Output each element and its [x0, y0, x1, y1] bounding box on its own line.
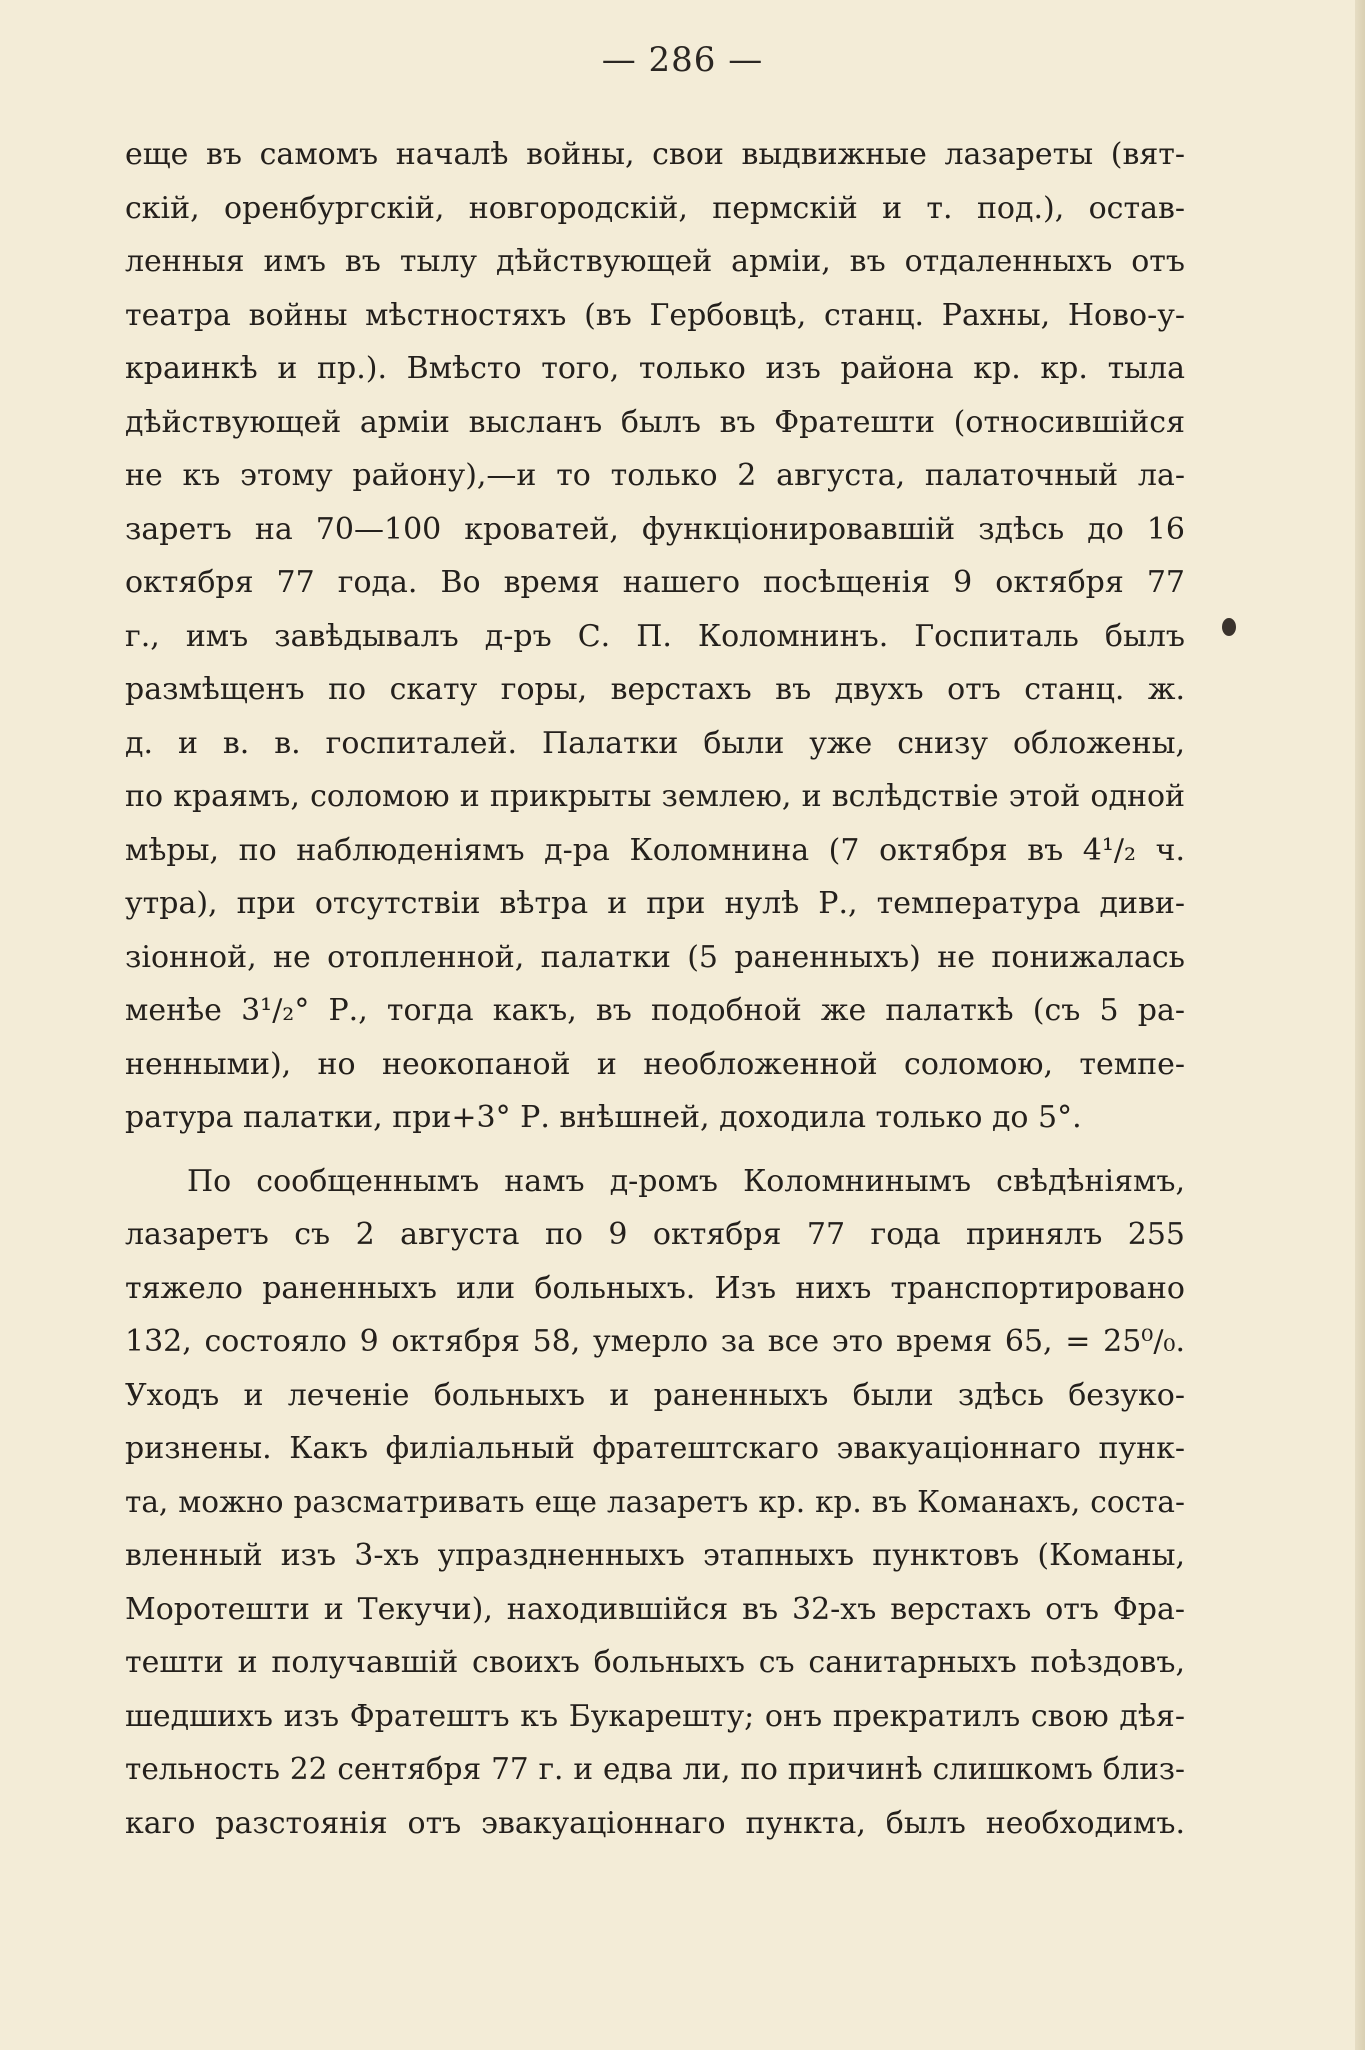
page-edge [1355, 0, 1365, 2050]
text-line: октября 77 года. Во время нашего посѣщенія 9 октября 77 [125, 565, 1185, 600]
text-line: тяжело раненныхъ или больныхъ. Изъ нихъ транспортировано [125, 1270, 1185, 1306]
text-line: заретъ на 70—100 кроватей, функціонировавшій здѣсь до 16 [125, 511, 1185, 547]
text-line: скій, оренбургскій, новгородскій, пермскій и т. под.), остав- [125, 190, 1185, 226]
text-line: ленныя имъ въ тылу дѣйствующей арміи, въ отдаленныхъ отъ [125, 244, 1185, 279]
page-number: — 286 — [601, 40, 764, 80]
text-line: лазаретъ съ 2 августа по 9 октября 77 года принялъ 255 [125, 1217, 1185, 1252]
text-line: менѣе 3¹/₂° Р., тогда какъ, въ подобной же палаткѣ (съ 5 ра- [125, 993, 1185, 1028]
paragraph-gap [125, 1145, 1185, 1155]
text-line: краинкѣ и пр.). Вмѣсто того, только изъ района кр. кр. тыла [125, 351, 1185, 386]
text-line: ризнены. Какъ филіальный фратештскаго эвакуаціоннаго пунк- [125, 1431, 1185, 1466]
text-line: еще въ самомъ началѣ войны, свои выдвижные лазареты (вят- [125, 137, 1185, 172]
text-line: каго разстоянія отъ эвакуаціоннаго пункта, былъ необходимъ. [125, 1805, 1185, 1841]
text-line: г., имъ завѣдывалъ д-ръ С. П. Коломнинъ. Госпиталь былъ [125, 618, 1185, 654]
text-line: по краямъ, соломою и прикрыты землею, и вслѣдствіе этой одной [125, 779, 1185, 814]
text-line: зіонной, не отопленной, палатки (5 раненныхъ) не понижалась [125, 939, 1185, 975]
text-line: вленный изъ 3-хъ упраздненныхъ этапныхъ пунктовъ (Команы, [125, 1538, 1185, 1573]
text-line: не къ этому району),—и то только 2 августа, палаточный ла- [125, 458, 1185, 493]
text-line: театра войны мѣстностяхъ (въ Гербовцѣ, станц. Рахны, Ново-у- [125, 297, 1185, 333]
text-line: та, можно разсматривать еще лазаретъ кр. кр. въ Команахъ, соста- [125, 1484, 1185, 1519]
text-line: По сообщеннымъ намъ д-ромъ Коломнинымъ свѣдѣніямъ, [187, 1163, 1185, 1199]
text-line: ненными), но неокопаной и необложенной соломою, темпе- [125, 1046, 1185, 1082]
text-line: Уходъ и леченіе больныхъ и раненныхъ были здѣсь безуко- [125, 1377, 1185, 1413]
text-line: дѣйствующей арміи высланъ былъ въ Фратешти (относившійся [125, 404, 1185, 440]
text-line: 132, состояло 9 октября 58, умерло за все это время 65, = 25⁰/₀. [125, 1324, 1185, 1359]
paragraph-1 [125, 128, 1185, 1145]
text-line: Моротешти и Текучи), находившійся въ 32-хъ верстахъ отъ Фра- [125, 1591, 1185, 1627]
text-line: размѣщенъ по скату горы, верстахъ въ двухъ отъ станц. ж. [125, 672, 1185, 707]
ink-spot [1222, 618, 1236, 636]
text-line: ратура палатки, при+3° Р. внѣшней, доходила только до 5°. [125, 1100, 1082, 1135]
paragraph-2 [125, 1155, 1185, 1851]
text-line: тельность 22 сентября 77 г. и едва ли, по причинѣ слишкомъ близ- [125, 1752, 1185, 1786]
text-line: мѣры, по наблюденіямъ д-ра Коломнина (7 октября въ 4¹/₂ ч. [125, 832, 1185, 868]
text-line: шедшихъ изъ Фратештъ къ Букарешту; онъ прекратилъ свою дѣя- [125, 1698, 1185, 1734]
text-line: утра), при отсутствіи вѣтра и при нулѣ Р., температура диви- [125, 886, 1185, 921]
body-text [125, 128, 1185, 1850]
text-line: тешти и получавшій своихъ больныхъ съ санитарныхъ поѣздовъ, [125, 1645, 1185, 1680]
text-line: д. и в. в. госпиталей. Палатки были уже снизу обложены, [125, 725, 1185, 761]
